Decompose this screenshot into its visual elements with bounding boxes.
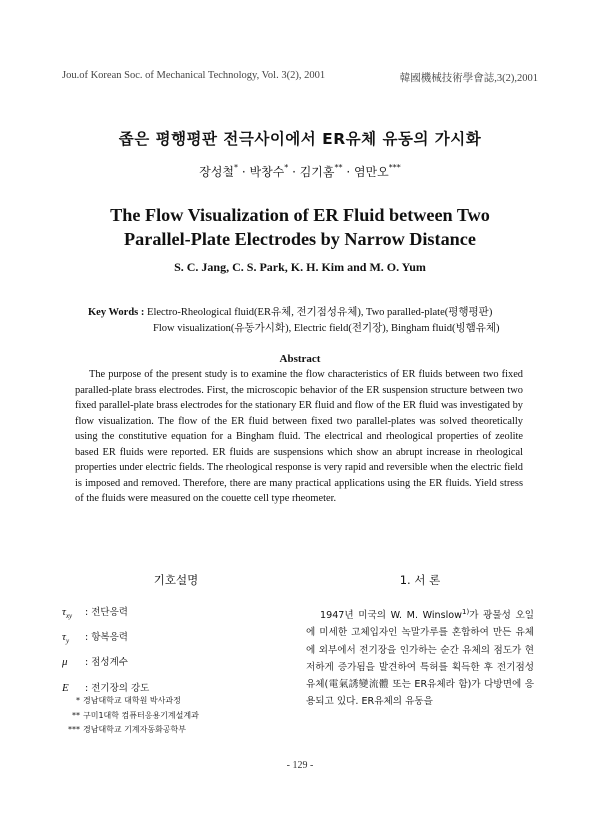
english-authors: S. C. Jang, C. S. Park, K. H. Kim and M. O. Yum <box>174 260 426 274</box>
footnote-mark: *** <box>68 725 80 734</box>
footnote <box>66 709 296 724</box>
footnote-text: 경남대학교 기계자동화공학부 <box>83 725 187 734</box>
author-separator: · <box>342 165 354 179</box>
nomenclature-desc: : 점성계수 <box>85 657 128 669</box>
author-mark: * <box>234 163 239 172</box>
keywords-line: Electro-Rheological fluid(ER유체, 전기점성유체), Two paralled-plate(평행평판) <box>147 307 493 318</box>
page-number: - 129 - <box>286 760 314 771</box>
affiliation-footnotes <box>66 694 296 738</box>
abstract-heading: Abstract <box>279 353 321 365</box>
abstract-text: The purpose of the present study is to examine the flow characteristics of ER fluids between two fixed paralled-plate brass electrodes. First, the microscopic behavior of the ER suspension structure between two fixed parallel-plate brass electrodes for the stationary ER fluid and flow of the ER fluid was investigated by flow visualization. The flow of the ER fluid between fixed two parallel-plates was solved theoretically using the constitutive equation for a Bingham fluid. The electrical and rheological properties of zeolite based ER fluids were reported. ER fluids are suspensions which show an abrupt increase in rheological properties under electric fields. The rheological response is very rapid and reversible when the electric field is imposed and removed. Therefore, there are many practical applications using the ER fluids. Yield stress of the fluids were measured on the couette cell type rheometer. <box>75 369 523 505</box>
korean-authors <box>0 163 600 180</box>
footnote-mark: ** <box>72 710 80 720</box>
author-separator: · <box>288 165 300 179</box>
author-name: 김기홈 <box>299 165 335 179</box>
introduction-text <box>306 604 534 710</box>
author-name: 박창수 <box>249 165 285 179</box>
symbol-char: E <box>62 681 69 694</box>
nomenclature-title: 기호설명 <box>153 573 199 587</box>
footnote <box>66 723 296 738</box>
english-title-line: The Flow Visualization of ER Fluid between Two <box>110 205 490 225</box>
footnote-mark: * <box>76 696 80 705</box>
intro-text-start: 1947년 미국의 W. M. Winslow <box>320 610 463 622</box>
running-header <box>62 70 538 85</box>
nomenclature-desc: : 항복응력 <box>85 632 128 644</box>
nomenclature-symbol <box>62 602 82 627</box>
introduction-title: 1. 서 론 <box>399 573 441 587</box>
symbol-char: μ <box>62 656 68 669</box>
footnote-text: 경남대학교 대학원 박사과정 <box>83 696 181 705</box>
symbol-char: τ <box>62 631 66 644</box>
nomenclature-item <box>62 602 282 627</box>
keywords-line: Flow visualization(유동가시화), Electric field(전기장), Bingham fluid(빙햄유체) <box>153 323 500 334</box>
nomenclature-list <box>62 602 282 703</box>
author-separator: · <box>238 165 250 179</box>
author-name: 장성철 <box>199 165 235 179</box>
intro-text-rest: 가 광물성 오일에 미세한 고체입자인 녹말가루를 혼합하여 만든 유체에 외부에서 전기장을 인가하는 순간 유체의 점도가 현저하게 증가됨을 발견하여 특허를 획득한 후 전기점성유체(電氣誘變流體 또는 ER유체라 함)가 다방면에 응용되고 있다. ER유체의 유동을 <box>306 610 534 708</box>
symbol-char: τ <box>62 606 66 618</box>
nomenclature-item <box>62 652 282 677</box>
korean-title: 좁은 평행평판 전극사이에서 ER유체 유동의 가시화 <box>118 130 482 148</box>
author-mark: *** <box>388 163 401 172</box>
nomenclature-item <box>62 627 282 652</box>
citation-ref: 1) <box>462 608 470 616</box>
footnote-text: 구미1대학 컴퓨터응용기계설계과 <box>83 710 199 720</box>
nomenclature-desc: : 전기장의 강도 <box>85 682 150 694</box>
nomenclature-desc: : 전단응력 <box>85 607 128 618</box>
english-title <box>40 203 560 251</box>
journal-citation: Jou.of Korean Soc. of Mechanical Technology, Vol. 3(2), 2001 <box>62 70 326 81</box>
journal-citation-korean: 韓國機械技術學會誌,3(2),2001 <box>399 73 538 84</box>
footnote <box>66 694 296 709</box>
author-name: 염만오 <box>353 165 389 179</box>
symbol-subscript: y <box>65 637 70 646</box>
english-title-line: Parallel-Plate Electrodes by Narrow Distance <box>124 229 476 249</box>
author-mark: * <box>284 163 289 172</box>
nomenclature-symbol <box>62 652 82 677</box>
symbol-subscript: xy <box>65 612 73 621</box>
nomenclature-symbol <box>62 627 82 652</box>
keywords <box>88 305 538 337</box>
author-mark: ** <box>334 163 343 172</box>
keywords-label: Key Words : <box>88 307 145 318</box>
